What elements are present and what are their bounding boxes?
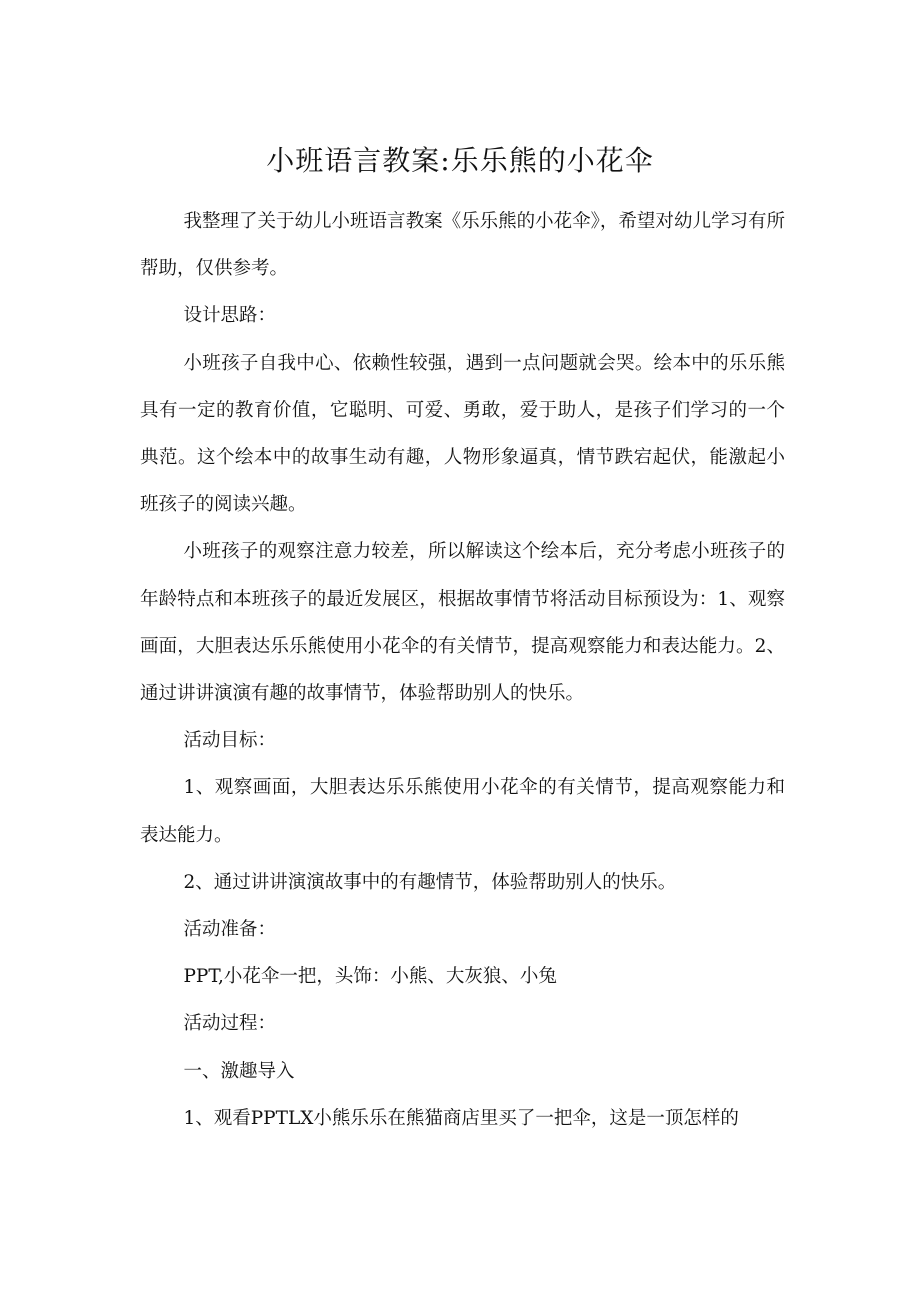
- heading-design-idea: 设计思路：: [183, 305, 276, 327]
- paragraph-design-2: 小班孩子的观察注意力较差，所以解读这个绘本后，充分考虑小班孩子的年龄特点和本班孩子的最近发展区，根据故事情节将活动目标预设为：1、观察画面，大胆表达乐乐熊使用小花伞的有关情节，提高观察能力和表达能力。2、通过讲讲演演有趣的故事情节，体验帮助别人的快乐。: [140, 541, 785, 705]
- document-body: [140, 198, 785, 1142]
- page-title: 小班语言教案:乐乐熊的小花伞: [266, 144, 654, 177]
- heading-intro-section: 一、激趣导入: [183, 1060, 295, 1082]
- paragraph-goal-1: 1、观察画面，大胆表达乐乐熊使用小花伞的有关情节，提高观察能力和表达能力。: [140, 777, 785, 846]
- heading-activity-preparation: 活动准备：: [183, 919, 276, 941]
- heading-activity-process: 活动过程：: [183, 1013, 276, 1035]
- paragraph-preparation: PPT,小花伞一把，头饰：小熊、大灰狼、小兔: [183, 966, 557, 988]
- paragraph-goal-2: 2、通过讲讲演演故事中的有趣情节，体验帮助别人的快乐。: [183, 871, 677, 893]
- heading-activity-goals: 活动目标：: [183, 730, 276, 752]
- paragraph-process-1: 1、观看PPTLX小熊乐乐在熊猫商店里买了一把伞，这是一顶怎样的: [183, 1107, 739, 1129]
- paragraph-intro: 我整理了关于幼儿小班语言教案《乐乐熊的小花伞》，希望对幼儿学习有所帮助，仅供参考。: [140, 211, 785, 280]
- paragraph-design-1: 小班孩子自我中心、依赖性较强，遇到一点问题就会哭。绘本中的乐乐熊具有一定的教育价值，它聪明、可爱、勇敢，爱于助人，是孩子们学习的一个典范。这个绘本中的故事生动有趣，人物形象逼真，情节跌宕起伏，能激起小班孩子的阅读兴趣。: [140, 352, 785, 516]
